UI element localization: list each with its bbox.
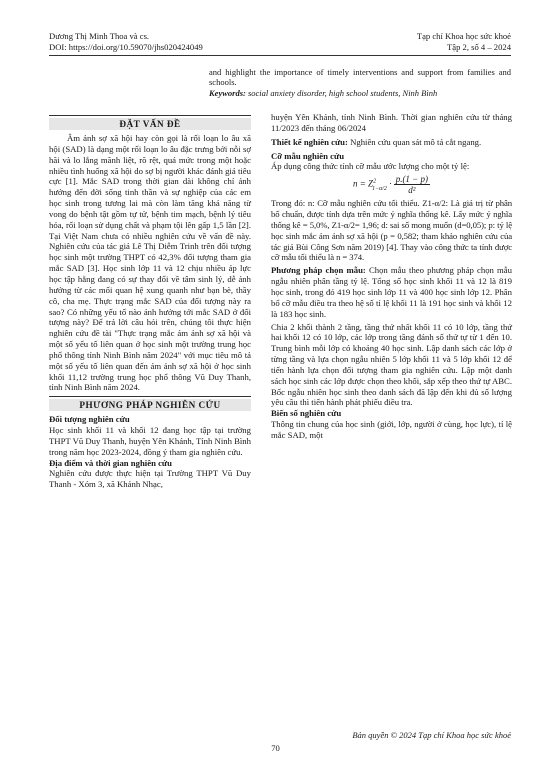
footer-copyright: Bản quyền © 2024 Tạp chí Khoa học sức khoẻ — [352, 730, 511, 740]
right-column — [271, 112, 512, 441]
header-volume: Tập 2, số 4 – 2024 — [447, 41, 511, 52]
formula-denominator: d² — [408, 185, 416, 196]
keywords-line — [209, 88, 511, 98]
sampling-text-2: Chia 2 khối thành 2 tầng, tầng thứ nhất khối 11 có 10 lớp, tầng thứ hai khối 12 có 10 lớp, các lớp trong tầng đánh số thứ tự từ 1 đến 10. Trung bình mỗi lớp có khoảng 40 học sinh. Lập danh sách các lớp ở từng tầng và lựa chọn ngẫu nhiên 5 lớp khối 11 và 5 lớp khối 12 để tiến hành lựa chọn đối tượng tham gia nghiên cứu. Lập một danh sách học sinh các lớp được chọn theo khối, sắp xếp theo thứ tự ABC. Bốc ngẫu nhiên học sinh theo danh sách đã lập đến khi đủ số lượng yêu cầu thì tiến hành phát phiếu điều tra. — [271, 321, 512, 408]
header-authors: Dương Thị Minh Thoa và cs. — [49, 31, 150, 41]
sample-text: Trong đó: n: Cỡ mẫu nghiên cứu tối thiểu. Z1-α/2: Là giá trị từ phân bố chuẩn, được tính dựa trên mức ý nghĩa thống kê. Lấy mức ý nghĩa thống kê = 5,0%, Z1-α/2= 1,96; d: sai số mong muốn (d=0,05); p: tỷ lệ học sinh mắc ám ảnh sợ xã hội (p = 0,582; tham khảo nghiên cứu của tác giả Bùi Công Sơn năm 2019) [4]. Thay vào công thức ta tính được cỡ mẫu tối thiểu là n = 374. — [271, 198, 512, 263]
methods-heading: PHƯƠNG PHÁP NGHIÊN CỨU — [49, 399, 251, 411]
sampling-title: Phương pháp chọn mẫu: — [271, 265, 366, 276]
design-line — [271, 137, 512, 148]
sample-title: Cỡ mẫu nghiên cứu — [271, 150, 345, 161]
variables-title: Biến số nghiên cứu — [271, 408, 342, 419]
place-title: Địa điểm và thời gian nghiên cứu — [49, 457, 172, 468]
formula-numerator: p.(1 − p) — [395, 174, 429, 185]
running-header-left — [49, 31, 203, 52]
place-text-left: Nghiên cứu được thực hiện tại Trường THPT Vũ Duy Thanh - Xóm 3, xã Khánh Nhạc, — [49, 468, 251, 490]
running-header-right — [417, 31, 511, 52]
variables-text: Thông tin chung của học sinh (giới, lớp, người ở cùng, học lực), tỉ lệ mắc SAD, một — [271, 419, 512, 440]
intro-heading: ĐẶT VẤN ĐỀ — [49, 118, 251, 130]
header-journal: Tạp chí Khoa học sức khoẻ — [416, 31, 511, 41]
place-text-right: huyện Yên Khánh, tỉnh Ninh Bình. Thời gian nghiên cứu từ tháng 11/2023 đến tháng 06/2024 — [271, 112, 512, 133]
left-column — [49, 115, 251, 490]
design-title: Thiết kế nghiên cứu: — [271, 136, 348, 147]
formula-dot: · — [389, 178, 392, 189]
page-number: 70 — [271, 743, 280, 753]
abstract-tail — [209, 67, 511, 98]
subject-text: Học sinh khối 11 và khối 12 đang học tập tại trường THPT Vũ Duy Thanh, huyện Yên Khánh, Tỉnh Ninh Bình trong năm học 2023-2024, đồng ý tham gia nghiên cứu. — [49, 425, 251, 457]
sampling-text-1: Chọn mẫu theo phương pháp chọn mẫu ngẫu nhiên phân tầng tỷ lệ. Tổng số học sinh khối 11 và 12 là 819 học sinh, trong đó 419 học sinh lớp 11 và 400 học sinh lớp 12. Phân bổ cỡ mẫu điều tra theo hệ số tỉ lệ khối 11 là 191 học sinh và khối 12 là 183 học sinh. — [271, 265, 512, 319]
design-text: Nghiên cứu quan sát mô tả cắt ngang. — [347, 136, 482, 147]
intro-paragraph: Âm ảnh sợ xã hội hay còn gọi là rối loạn lo âu xã hội (SAD) là dạng một rối loạn lo âu đặc trưng bởi nỗi sợ hãi và lo lắng mãnh liệt, rõ rệt, quá mức trong một hoặc nhiều tình huống xã hội do sợ bị người khác đánh giá tiêu cực [1]. Mắc SAD trong thời gian dài không chỉ ảnh hưởng đến đời sống tinh thần và sự nghiệp của các em học sinh trong tương lai mà còn làm tăng khả năng từ vong do bệnh tật gồm tự tử, bệnh tim mạch, bệnh lý tiêu hóa, rối loạn sử dụng chất và phạm tội lên gấp 1,5 lần [2]. Tại Việt Nam chưa có nhiều nghiên cứu về vấn đề này. Nghiên cứu của tác giả Lê Thị Diễm Trinh trên đối tượng học sinh một trường THPT có 42,3% đối tượng tham gia mắc SAD [3]. Học sinh lớp 11 và 12 chịu nhiều áp lực học tập hằng đang có sự thay đổi về tâm sinh lý, dễ ảnh hưởng từ các mối quan hệ xung quanh như bạn bè, thầy cô, cha mẹ. Thực trạng mắc SAD của đối tượng này ra sao? Có những yếu tố nào ảnh hưởng tới mắc SAD ở đối tượng này? Để trả lời câu hỏi trên, chúng tôi thực hiện nghiên cứu đề tài "Thực trạng mắc ám ảnh sợ xã hội và một số yếu tố liên quan ở học sinh một trường trung học phổ thông tỉnh Ninh Bình năm 2024" với mục tiêu mô tả một số yếu tố liên quan đến ám ảnh sợ xã hội ở học sinh khối 11,12 trường trung học phổ thông Vũ Duy Thanh, tỉnh Ninh Bình năm 2024. — [49, 133, 251, 393]
sample-size-formula — [271, 174, 512, 195]
header-divider — [49, 55, 511, 56]
formula-fraction — [394, 174, 430, 195]
sampling-line — [271, 265, 512, 319]
abstract-text: and highlight the importance of timely interventions and support from families and schools. — [209, 67, 511, 88]
keywords-list: social anxiety disorder, high school students, Ninh Bình — [245, 87, 438, 98]
section-rule-intro — [49, 115, 251, 116]
section-rule-methods — [49, 396, 251, 397]
keywords-label: Keywords: — [209, 87, 246, 98]
formula-sup: 2 — [373, 178, 377, 185]
header-doi[interactable]: DOI: https://doi.org/10.59070/jhs020424049 — [49, 41, 203, 52]
formula-lhs: n = Z — [352, 178, 374, 189]
subject-title: Đối tượng nghiên cứu — [49, 414, 130, 425]
formula-sub: 1−α/2 — [372, 185, 387, 192]
sample-intro: Áp dụng công thức tính cỡ mẫu ước lượng cho một tỷ lệ: — [271, 161, 470, 172]
